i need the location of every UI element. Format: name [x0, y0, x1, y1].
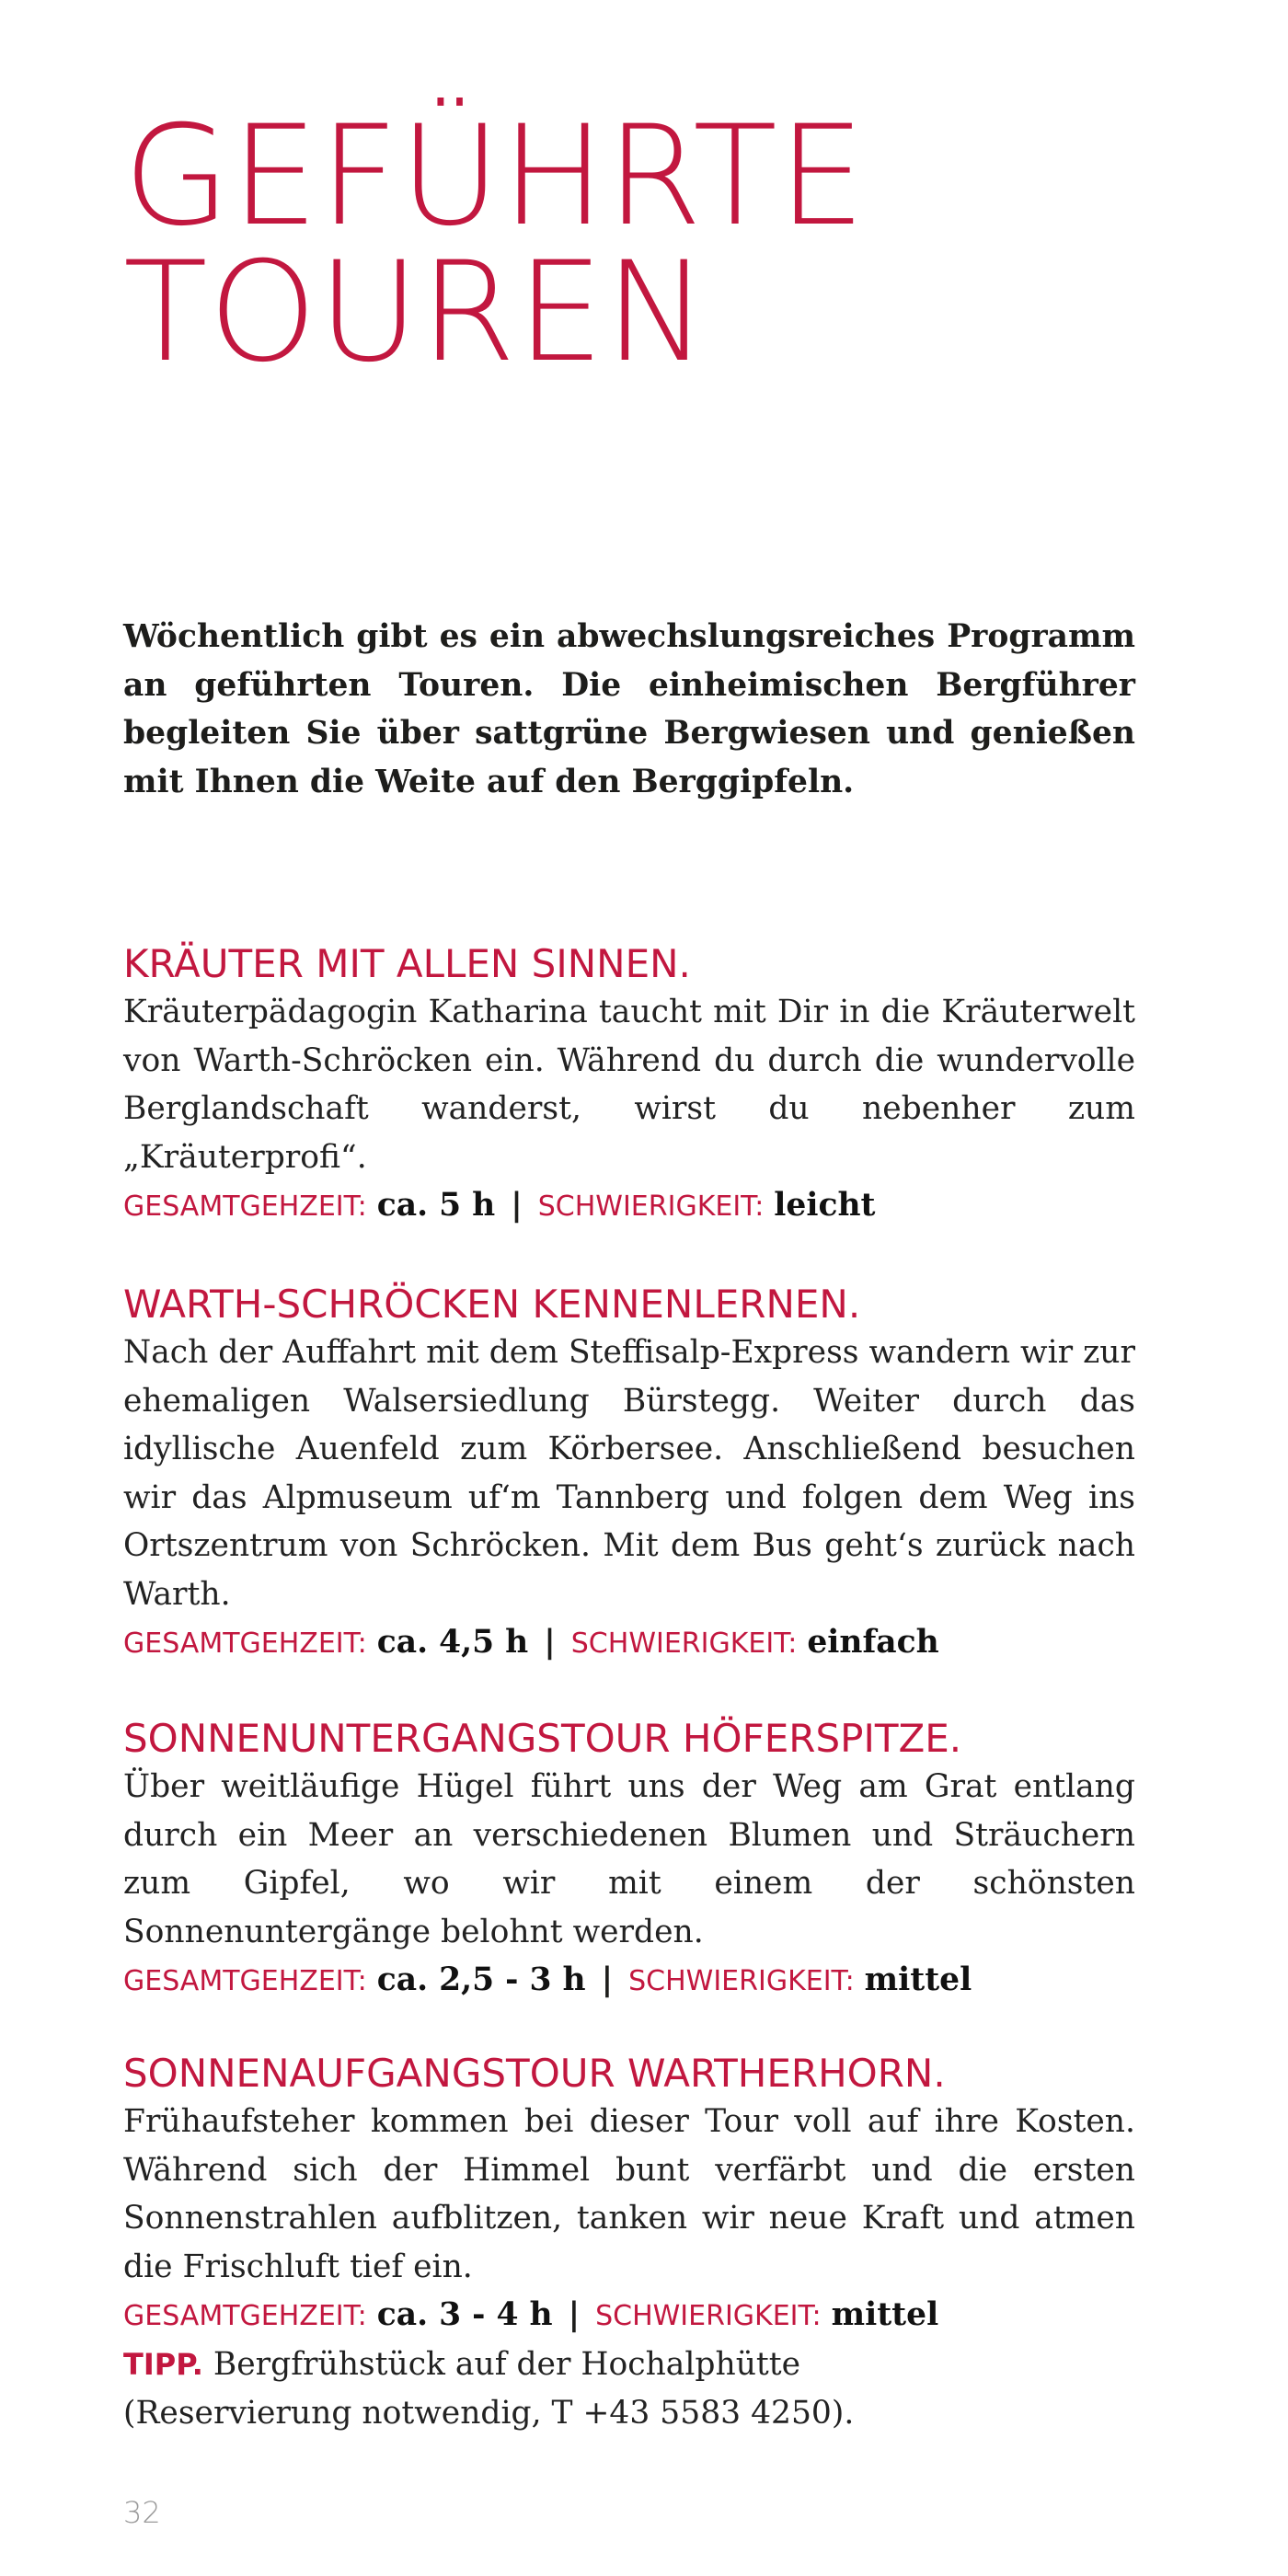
tour-meta — [123, 1618, 1135, 1669]
tip-text: Bergfrühstück auf der Hochalphütte — [213, 2346, 801, 2383]
difficulty-value: mittel — [831, 2296, 939, 2333]
tour-description: Frühaufsteher kommen bei dieser Tour voll auf ihre Kosten. Während sich der Himmel bunt verfärbt und die ersten Sonnenstrahlen aufblitzen, tanken wir neue Kraft und atmen die Frischluft tief ein. — [123, 2103, 1135, 2285]
difficulty-value: einfach — [807, 1624, 939, 1661]
difficulty-label: SCHWIERIGKEIT: — [628, 1965, 855, 1997]
tour-meta — [123, 2291, 1135, 2341]
tour-meta — [123, 1181, 1135, 1232]
tour-section — [123, 1281, 1135, 1669]
difficulty-label: SCHWIERIGKEIT: — [595, 2300, 822, 2332]
difficulty-label: SCHWIERIGKEIT: — [537, 1190, 765, 1223]
difficulty-value: mittel — [864, 1961, 972, 1998]
tour-title: WARTH-SCHRÖCKEN KENNENLERNEN. — [123, 1282, 861, 1327]
difficulty-label: SCHWIERIGKEIT: — [570, 1627, 798, 1660]
tour-section — [123, 2050, 1135, 2341]
tip-line-1 — [123, 2340, 1135, 2389]
tip-line-2: (Reservierung notwendig, T +43 5583 4250). — [123, 2394, 855, 2432]
tour-description: Über weitläufige Hügel führt uns der Weg am Grat entlang durch ein Meer an verschiedenen Blumen und Sträuchern zum Gipfel, wo wir mit einem der schönsten Sonnenuntergänge belohnt werden. — [123, 1768, 1135, 1950]
difficulty-value: leicht — [774, 1187, 876, 1224]
tip-box — [123, 2340, 1135, 2437]
tour-title: SONNENAUFGANGSTOUR WARTHERHORN. — [123, 2051, 946, 2096]
tour-section — [123, 1715, 1135, 2007]
duration-label: GESAMTGEHZEIT: — [123, 1627, 367, 1660]
meta-separator: | — [544, 1624, 556, 1661]
page-title — [123, 97, 867, 393]
tour-meta — [123, 1956, 1135, 2007]
tour-description: Kräuterpädagogin Katharina taucht mit Dir in die Kräuterwelt von Warth-Schröcken ein. Während du durch die wundervolle Berglandschaft wanderst, wirst du nebenher zum „Kräuterprofi“. — [123, 994, 1135, 1176]
duration-value: ca. 3 - 4 h — [376, 2296, 553, 2333]
duration-label: GESAMTGEHZEIT: — [123, 1190, 367, 1223]
intro-text: Wöchentlich gibt es ein abwechslungsreiches Programm an geführten Touren. Die einheimischen Bergführer begleiten Sie über sattgrüne Bergwiesen und genießen mit Ihnen die Weite auf den Berggipfeln. — [123, 618, 1135, 800]
meta-separator: | — [511, 1187, 523, 1224]
duration-label: GESAMTGEHZEIT: — [123, 2300, 367, 2332]
tip-label: TIPP. — [123, 2347, 203, 2382]
tour-title: SONNENUNTERGANGSTOUR HÖFERSPITZE. — [123, 1716, 962, 1761]
duration-value: ca. 5 h — [376, 1187, 496, 1224]
page-title-line-1: GEFÜHRTE — [123, 97, 867, 257]
duration-value: ca. 4,5 h — [376, 1624, 529, 1661]
tour-title: KRÄUTER MIT ALLEN SINNEN. — [123, 941, 691, 986]
tour-description: Nach der Auffahrt mit dem Steffisalp-Express wandern wir zur ehemaligen Walsersiedlung Bürstegg. Weiter durch das idyllische Auenfeld zum Körbersee. Anschließend besuchen wir das Alpmuseum uf‘m Tannberg und folgen dem Weg ins Ortszentrum von Schröcken. Mit dem Bus geht‘s zurück nach Warth. — [123, 1334, 1135, 1613]
page-title-line-2: TOUREN — [123, 233, 709, 393]
meta-separator: | — [601, 1961, 614, 1998]
duration-value: ca. 2,5 - 3 h — [376, 1961, 586, 1998]
tour-section — [123, 940, 1135, 1232]
meta-separator: | — [568, 2296, 581, 2333]
duration-label: GESAMTGEHZEIT: — [123, 1965, 367, 1997]
page-number: 32 — [123, 2495, 161, 2530]
